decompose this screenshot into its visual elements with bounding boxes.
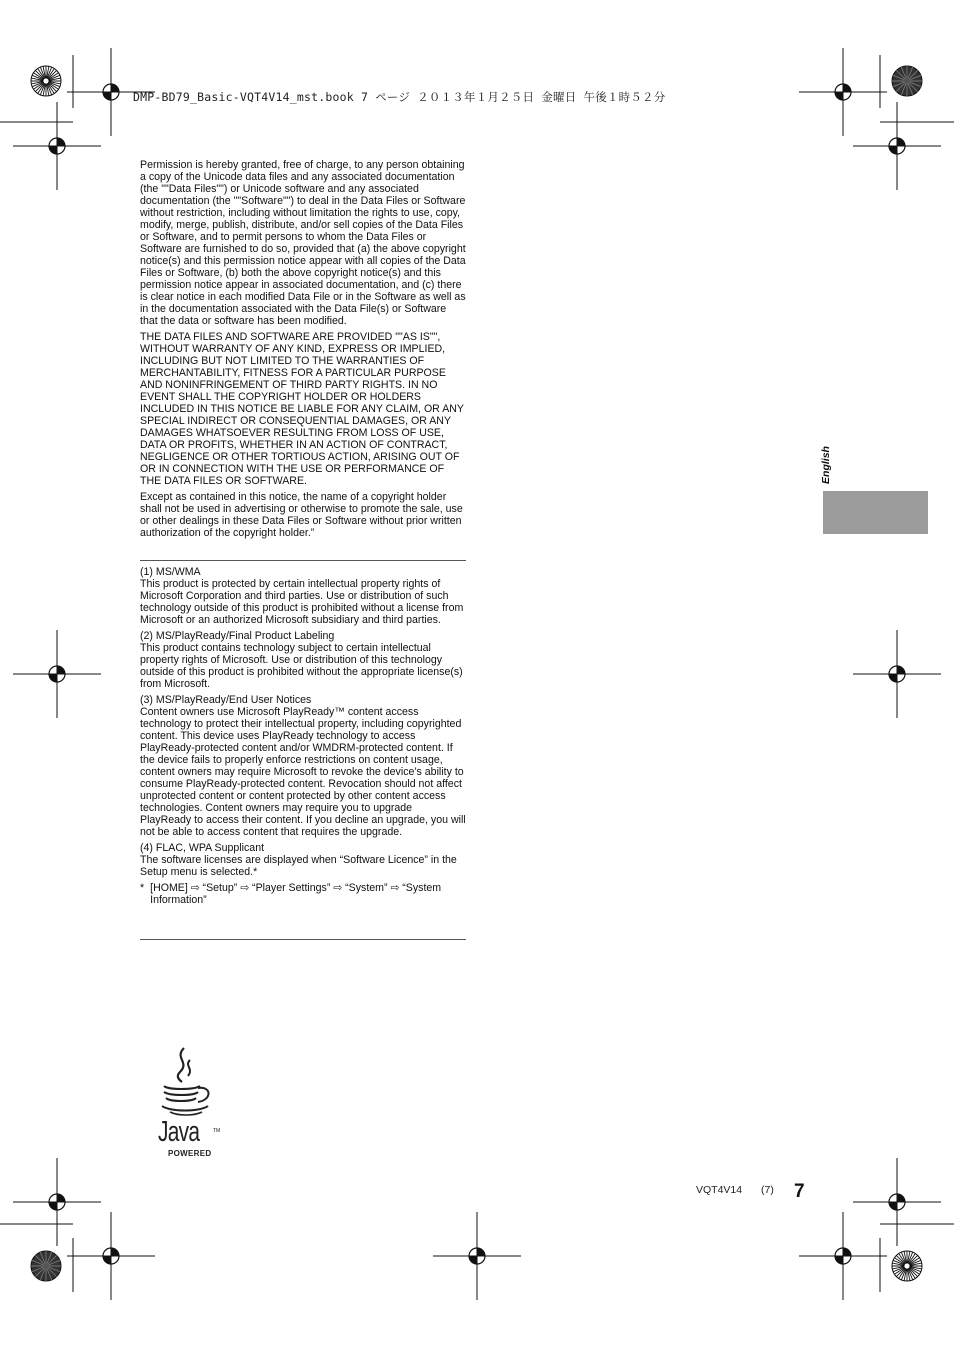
notes-list bbox=[140, 566, 466, 906]
print-job-header: DMP-BD79_Basic-VQT4V14_mst.book 7 ページ ２０１３年１月２５日 金曜日 午後１時５２分 bbox=[133, 90, 666, 104]
section-divider bbox=[140, 560, 466, 561]
language-tab-label bbox=[818, 444, 834, 486]
section-divider bbox=[140, 939, 466, 940]
note-item bbox=[140, 566, 466, 626]
java-logo-powered: POWERED bbox=[168, 1149, 212, 1158]
notice-paragraph: THE DATA FILES AND SOFTWARE ARE PROVIDED ""AS IS"", WITHOUT WARRANTY OF ANY KIND, EXPRESS OR IMPLIED, INCLUDING BUT NOT LIMITED TO THE WARRANTIES OF MERCHANTABILITY, FITNESS FOR A PARTICULAR PURPOSE AND NONINFRINGEMENT OF THIRD PARTY RIGHTS. IN NO EVENT SHALL THE COPYRIGHT HOLDER OR HOLDERS INCLUDED IN THIS NOTICE BE LIABLE FOR ANY CLAIM, OR ANY SPECIAL INDIRECT OR CONSEQUENTIAL DAMAGES, OR ANY DAMAGES WHATSOEVER RESULTING FROM LOSS OF USE, DATA OR PROFITS, WHETHER IN AN ACTION OF CONTRACT, NEGLIGENCE OR OTHER TORTIOUS ACTION, ARISING OUT OF OR IN CONNECTION WITH THE USE OR PERFORMANCE OF THE DATA FILES OR SOFTWARE. bbox=[140, 331, 464, 487]
java-logo-wordmark: Java bbox=[158, 1116, 200, 1148]
note-heading: (4) FLAC, WPA Supplicant bbox=[140, 842, 265, 854]
note-item bbox=[140, 842, 466, 878]
java-logo-tm: TM bbox=[213, 1128, 221, 1134]
page-sub-number: (7) bbox=[761, 1184, 774, 1196]
note-body: The software licenses are displayed when “Software Licence” in the Setup menu is selected.* bbox=[140, 854, 457, 878]
page-number: 7 bbox=[794, 1181, 805, 1202]
note-item bbox=[140, 694, 466, 838]
note-heading: (2) MS/PlayReady/Final Product Labeling bbox=[140, 630, 335, 642]
note-heading: (3) MS/PlayReady/End User Notices bbox=[140, 694, 312, 706]
footnote bbox=[140, 882, 466, 906]
notice-paragraph: Except as contained in this notice, the name of a copyright holder shall not be used in advertising or otherwise to promote the sale, use or other dealings in these Data Files or Software without prior written authorization of the copyright holder.” bbox=[140, 491, 463, 539]
language-label-text: English bbox=[820, 446, 832, 484]
note-item bbox=[140, 630, 466, 690]
document-code: VQT4V14 bbox=[696, 1184, 743, 1196]
language-tab-block bbox=[823, 491, 928, 534]
note-body: Content owners use Microsoft PlayReady™ content access technology to protect their intellectual property, including copyrighted content. This device uses PlayReady technology to access PlayReady-protected content and/or WMDRM-protected content. If the device fails to properly enforce restrictions on content usage, content owners may require Microsoft to revoke the device’s ability to consume PlayReady-protected content. Revocation should not affect unprotected content or content protected by other content access technologies. Content owners may require you to upgrade PlayReady to access their content. If you decline an upgrade, you will not be able to access content that requires the upgrade. bbox=[140, 706, 466, 838]
footnote-text: [HOME] ⇨ “Setup” ⇨ “Player Settings” ⇨ “System” ⇨ “System Information” bbox=[150, 882, 442, 906]
footnote-marker: * bbox=[140, 882, 145, 894]
notice-paragraph: Permission is hereby granted, free of charge, to any person obtaining a copy of the Unicode data files and any associated documentation (the ""Data Files"") or Unicode software and any associated documentation (the ""Software"") to deal in the Data Files or Software without restriction, including without limitation the rights to use, copy, modify, merge, publish, distribute, and/or sell copies of the Data Files or Software, and to permit persons to whom the Data Files or Software are furnished to do so, provided that (a) the above copyright notice(s) and this permission notice appear with all copies of the Data Files or Software, (b) both the above copyright notice(s) and this permission notice appear in associated documentation, and (c) there is clear notice in each modified Data File or in the Software as well as in the documentation associated with the Data File(s) or Software that the data or software has been modified. bbox=[140, 159, 466, 327]
note-body: This product is protected by certain intellectual property rights of Microsoft Corporation and third parties. Use or distribution of such technology outside of this product is prohibited without a license from Microsoft or an authorized Microsoft subsidiary and third parties. bbox=[140, 578, 464, 626]
license-notice bbox=[140, 159, 466, 543]
note-heading: (1) MS/WMA bbox=[140, 566, 201, 578]
note-body: This product contains technology subject to certain intellectual property rights of Microsoft. Use or distribution of this technology outside of this product is prohibited without the appropriate license(s) from Microsoft. bbox=[140, 642, 463, 690]
